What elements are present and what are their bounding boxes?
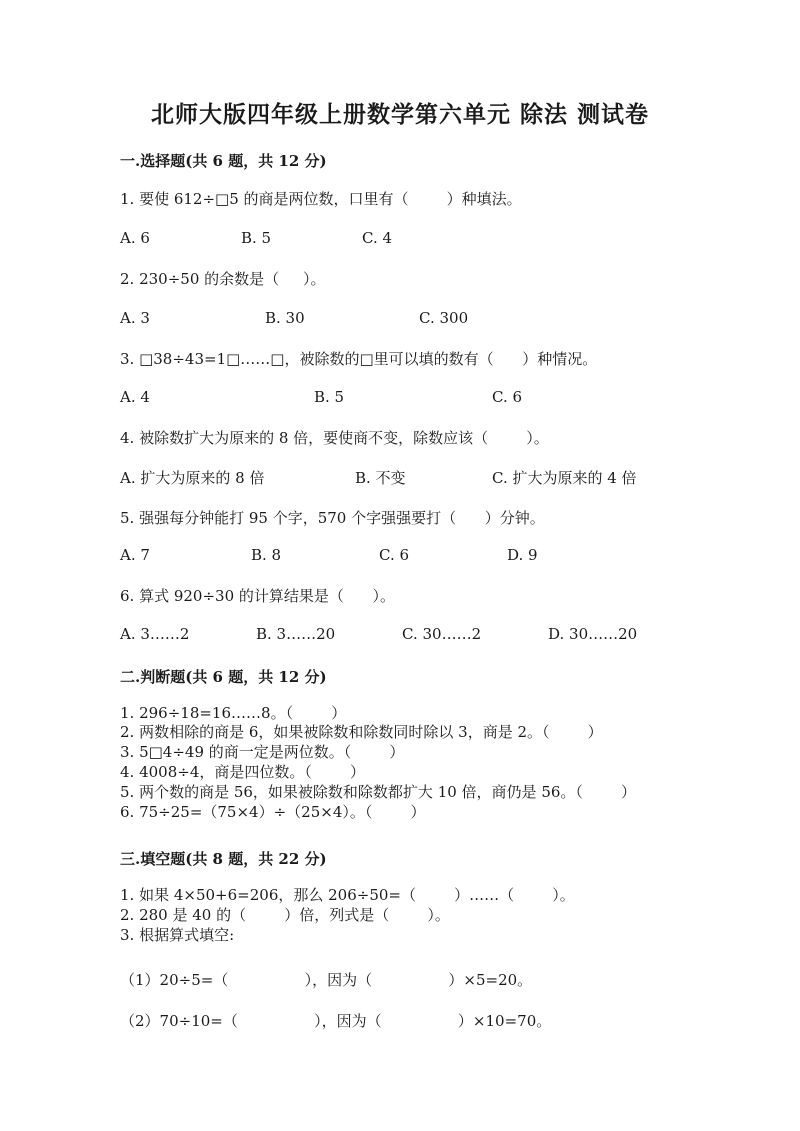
option-c: C. 300: [419, 309, 469, 327]
option-c: C. 扩大为原来的 4 倍: [492, 469, 637, 487]
question-2: 2. 230÷50 的余数是（ ）。: [120, 270, 326, 288]
option-b: B. 3……20: [256, 625, 336, 643]
question-1: 1. 要使 612÷□5 的商是两位数，口里有（ ）种填法。: [120, 190, 522, 208]
judgment-item: 6. 75÷25=（75×4）÷（25×4）。（ ）: [120, 803, 426, 821]
question-6: 6. 算式 920÷30 的计算结果是（ ）。: [120, 587, 396, 605]
section-heading-choice: 一.选择题(共 6 题，共 12 分): [120, 152, 327, 170]
section-heading-fill-blank: 三.填空题(共 8 题，共 22 分): [120, 850, 327, 868]
option-c: C. 30……2: [402, 625, 482, 643]
option-a: A. 6: [120, 229, 150, 247]
judgment-item: 2. 两数相除的商是 6，如果被除数和除数同时除以 3，商是 2。（ ）: [120, 723, 603, 741]
fill-item: 2. 280 是 40 的（ ）倍，列式是（ ）。: [120, 906, 450, 924]
question-5: 5. 强强每分钟能打 95 个字，570 个字强强要打（ ）分钟。: [120, 509, 545, 527]
judgment-item: 5. 两个数的商是 56，如果被除数和除数都扩大 10 倍，商仍是 56。（ ）: [120, 783, 637, 801]
fill-item: 1. 如果 4×50+6=206，那么 206÷50=（ ）……（ ）。: [120, 886, 575, 904]
fill-item: 3. 根据算式填空:: [120, 926, 235, 944]
judgment-item: 4. 4008÷4，商是四位数。（ ）: [120, 763, 366, 781]
option-a: A. 4: [120, 388, 150, 406]
option-c: C. 4: [362, 229, 393, 247]
option-b: B. 不变: [355, 469, 406, 487]
option-b: B. 5: [241, 229, 272, 247]
option-d: D. 9: [507, 546, 538, 564]
page-title: 北师大版四年级上册数学第六单元 除法 测试卷: [150, 101, 649, 128]
fill-sub-item: （1）20÷5=（ ），因为（ ）×5=20。: [120, 971, 533, 989]
question-4: 4. 被除数扩大为原来的 8 倍，要使商不变，除数应该（ ）。: [120, 429, 549, 447]
option-b: B. 30: [265, 309, 305, 327]
fill-sub-item: （2）70÷10=（ ），因为（ ）×10=70。: [120, 1012, 552, 1030]
option-a: A. 扩大为原来的 8 倍: [120, 469, 265, 487]
section-heading-judgment: 二.判断题(共 6 题，共 12 分): [120, 668, 327, 686]
option-b: B. 5: [314, 388, 345, 406]
option-a: A. 7: [120, 546, 150, 564]
option-d: D. 30……20: [548, 625, 638, 643]
option-c: C. 6: [379, 546, 410, 564]
option-b: B. 8: [251, 546, 282, 564]
option-a: A. 3……2: [120, 625, 190, 643]
option-a: A. 3: [120, 309, 150, 327]
judgment-item: 1. 296÷18=16……8。（ ）: [120, 704, 347, 722]
judgment-item: 3. 5□4÷49 的商一定是两位数。（ ）: [120, 743, 405, 761]
option-c: C. 6: [492, 388, 523, 406]
question-3: 3. □38÷43=1□……□，被除数的□里可以填的数有（ ）种情况。: [120, 350, 598, 368]
